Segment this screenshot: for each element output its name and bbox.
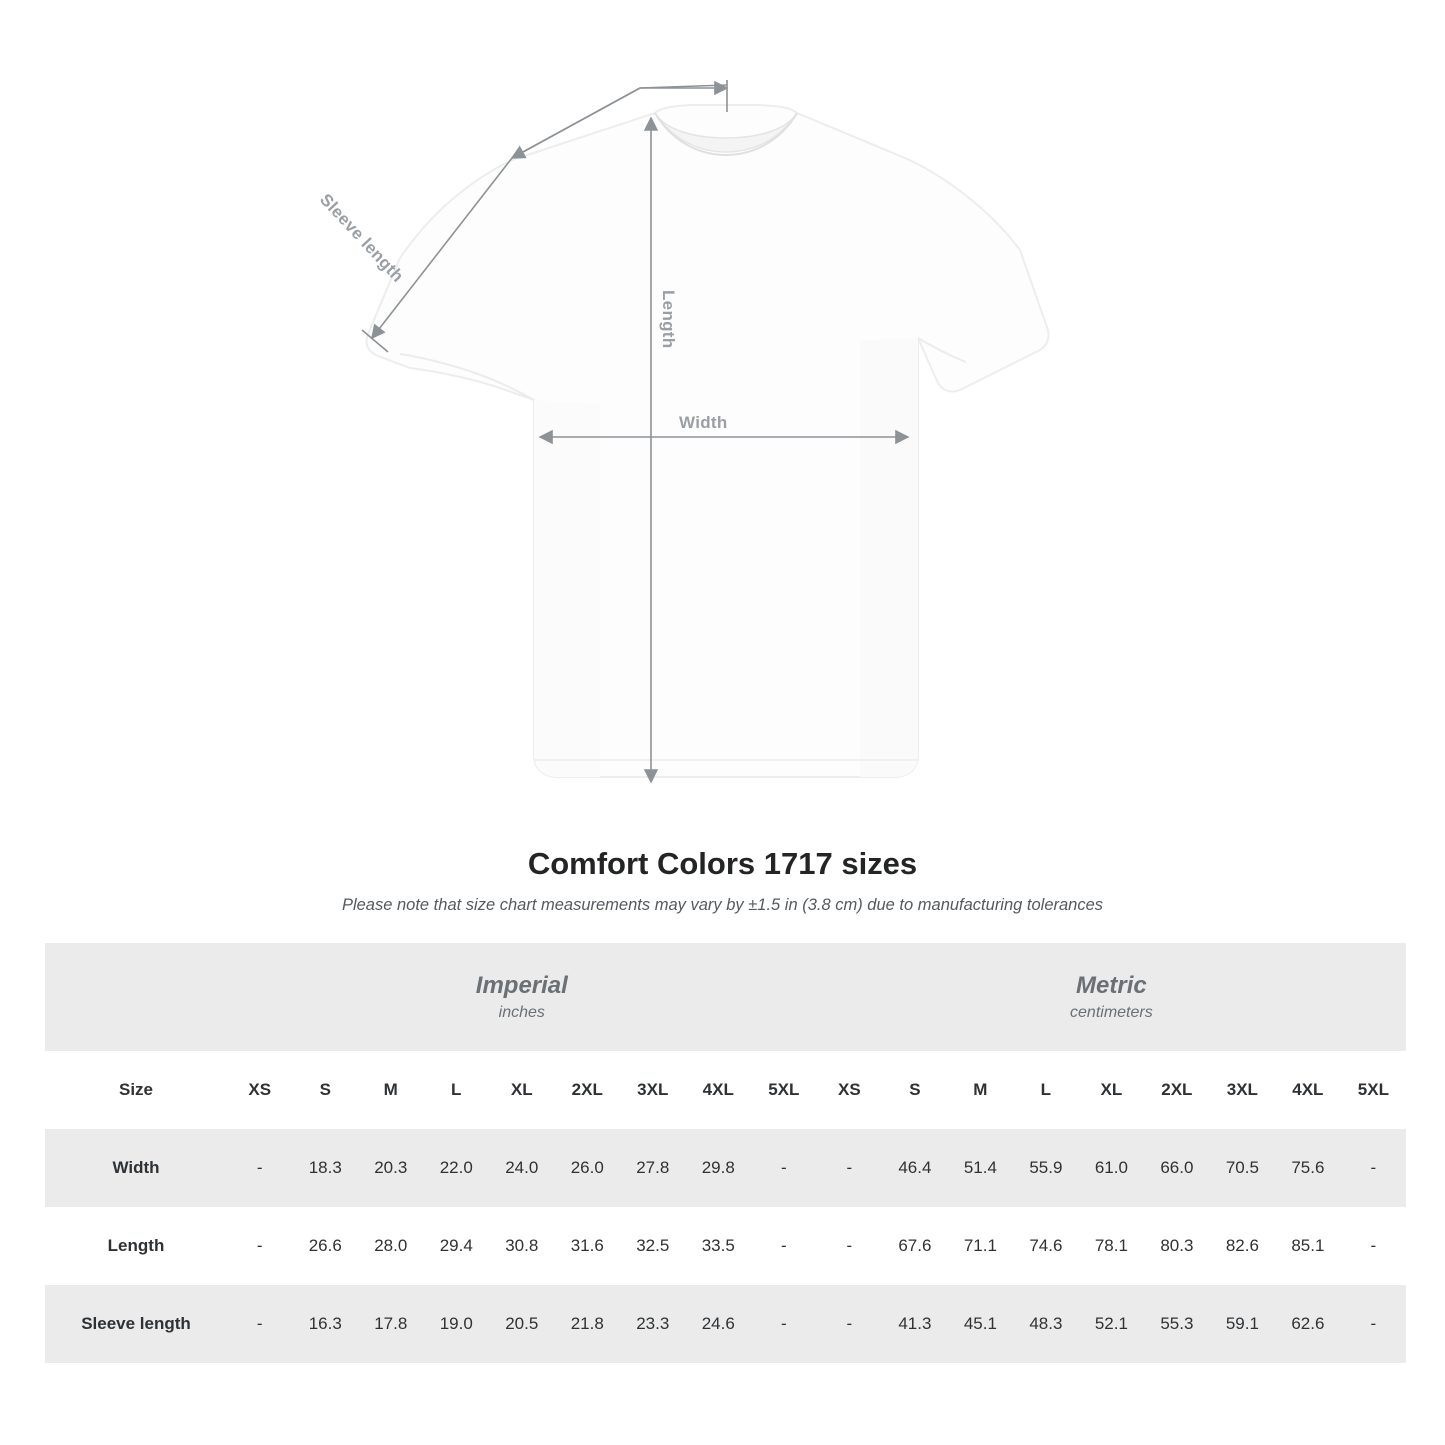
- cell: 29.4: [439, 1236, 473, 1255]
- cell: 59.1: [1210, 1285, 1276, 1363]
- size-col-header: 4XL: [686, 1051, 752, 1129]
- width-label: Width: [679, 413, 728, 432]
- size-col-header: 2XL: [1144, 1051, 1210, 1129]
- size-col-header: 4XL: [1275, 1051, 1341, 1129]
- row-label: Sleeve length: [45, 1285, 227, 1363]
- size-col-header: 3XL: [620, 1051, 686, 1129]
- size-col-header: L: [1013, 1051, 1079, 1129]
- tshirt-shape: [366, 105, 1048, 777]
- cell: 17.8: [358, 1285, 424, 1363]
- cell: -: [751, 1129, 817, 1207]
- unit-group-imperial-sub: inches: [498, 1003, 545, 1021]
- unit-group-imperial: [227, 943, 817, 1051]
- cell: 78.1: [1094, 1236, 1128, 1255]
- unit-group-metric-sub: centimeters: [1070, 1003, 1153, 1021]
- cell: 55.9: [1013, 1129, 1079, 1207]
- cell: 80.3: [1160, 1236, 1194, 1255]
- size-col-header: S: [882, 1051, 948, 1129]
- cell: -: [846, 1236, 853, 1255]
- size-col-header: L: [424, 1051, 490, 1129]
- sleeve-length-label: Sleeve length: [316, 190, 408, 286]
- size-col-header: XL: [489, 1051, 555, 1129]
- cell: 67.6: [898, 1236, 932, 1255]
- size-header-row: [45, 1051, 1406, 1129]
- cell: 70.5: [1210, 1129, 1276, 1207]
- cell: 61.0: [1079, 1129, 1145, 1207]
- size-col-header: M: [358, 1051, 424, 1129]
- cell: 22.0: [424, 1129, 490, 1207]
- cell: 27.8: [620, 1129, 686, 1207]
- cell: 66.0: [1144, 1129, 1210, 1207]
- size-col-header: 3XL: [1210, 1051, 1276, 1129]
- row-label: Length: [107, 1236, 165, 1255]
- cell: 55.3: [1144, 1285, 1210, 1363]
- cell: 20.3: [358, 1129, 424, 1207]
- size-col-header: 5XL: [1341, 1051, 1407, 1129]
- cell: 31.6: [570, 1236, 604, 1255]
- size-col-header: S: [293, 1051, 359, 1129]
- page-title: Comfort Colors 1717 sizes: [527, 846, 918, 881]
- tolerance-note: Please note that size chart measurements may vary by ±1.5 in (3.8 cm) due to manufacturing tolerances: [341, 896, 1104, 914]
- length-label: Length: [659, 290, 678, 349]
- cell: 41.3: [882, 1285, 948, 1363]
- cell: -: [1341, 1285, 1407, 1363]
- unit-group-metric-name: Metric: [1076, 972, 1147, 1000]
- cell: 74.6: [1029, 1236, 1063, 1255]
- size-table: [45, 943, 1406, 1363]
- cell: 30.8: [505, 1236, 539, 1255]
- cell: 21.8: [555, 1285, 621, 1363]
- cell: -: [780, 1236, 787, 1255]
- unit-header-row: [45, 943, 1406, 1051]
- size-col-header: 2XL: [555, 1051, 621, 1129]
- cell: 62.6: [1275, 1285, 1341, 1363]
- unit-group-metric: [817, 943, 1407, 1051]
- cell: 51.4: [948, 1129, 1014, 1207]
- size-col-header: XS: [817, 1051, 883, 1129]
- cell: 33.5: [701, 1236, 735, 1255]
- cell: -: [227, 1129, 293, 1207]
- unit-header-spacer: [45, 943, 227, 1051]
- size-col-header: M: [948, 1051, 1014, 1129]
- cell: 16.3: [293, 1285, 359, 1363]
- cell: -: [751, 1285, 817, 1363]
- cell: 18.3: [293, 1129, 359, 1207]
- cell: -: [1370, 1236, 1377, 1255]
- size-col-header: XS: [227, 1051, 293, 1129]
- cell: 26.6: [308, 1236, 342, 1255]
- cell: -: [817, 1285, 883, 1363]
- size-col-header: 5XL: [751, 1051, 817, 1129]
- cell: -: [1341, 1129, 1407, 1207]
- cell: 52.1: [1079, 1285, 1145, 1363]
- cell: 71.1: [963, 1236, 997, 1255]
- size-header-label: Size: [45, 1051, 227, 1129]
- row-label: Width: [45, 1129, 227, 1207]
- cell: -: [256, 1236, 263, 1255]
- table-row: [45, 1285, 1406, 1363]
- cell: 75.6: [1275, 1129, 1341, 1207]
- cell: 19.0: [424, 1285, 490, 1363]
- cell: 48.3: [1013, 1285, 1079, 1363]
- size-col-header: XL: [1079, 1051, 1145, 1129]
- cell: 29.8: [686, 1129, 752, 1207]
- unit-group-imperial-name: Imperial: [475, 972, 568, 1000]
- cell: 46.4: [882, 1129, 948, 1207]
- title-block: [0, 846, 1445, 915]
- cell: 32.5: [636, 1236, 670, 1255]
- size-table-wrapper: [45, 943, 1400, 1363]
- cell: 85.1: [1291, 1236, 1325, 1255]
- cell: 45.1: [948, 1285, 1014, 1363]
- cell: 26.0: [555, 1129, 621, 1207]
- cell: 28.0: [374, 1236, 408, 1255]
- cell: 82.6: [1225, 1236, 1259, 1255]
- cell: 24.6: [686, 1285, 752, 1363]
- table-row: [45, 1129, 1406, 1207]
- table-row: [45, 1207, 1406, 1285]
- cell: -: [227, 1285, 293, 1363]
- cell: 24.0: [489, 1129, 555, 1207]
- cell: 20.5: [489, 1285, 555, 1363]
- cell: 23.3: [620, 1285, 686, 1363]
- cell: -: [817, 1129, 883, 1207]
